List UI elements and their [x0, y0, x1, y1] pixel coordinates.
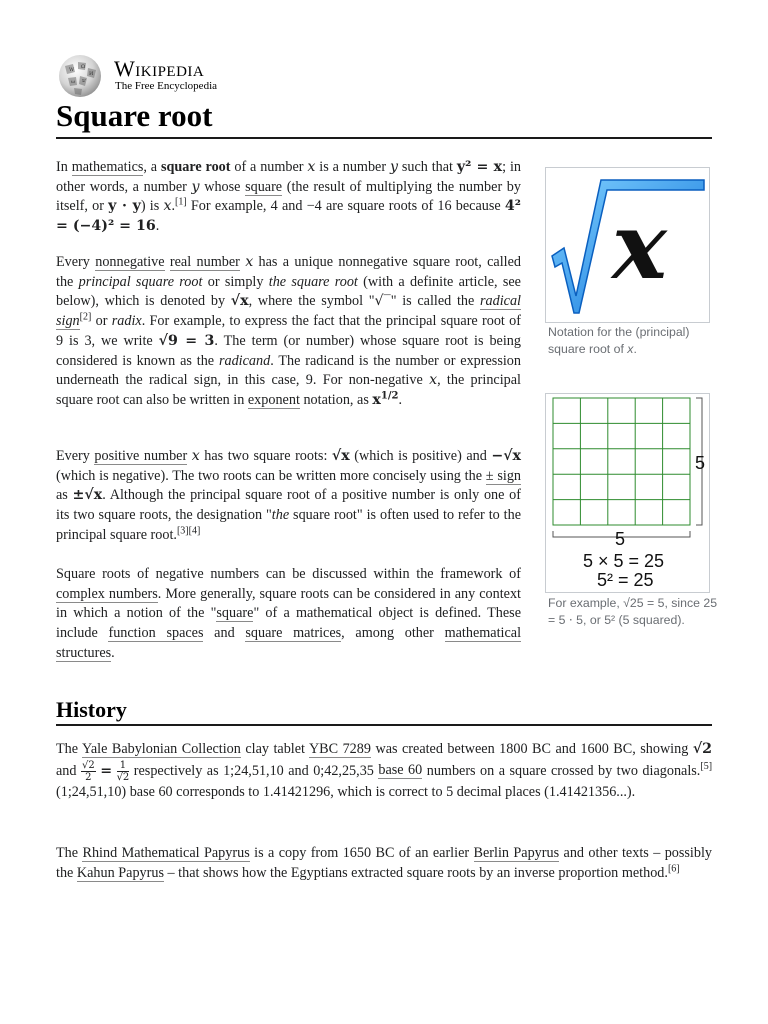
svg-text:ω: ω	[71, 79, 76, 85]
history-paragraph-2: The Rhind Mathematical Papyrus is a copy from 1650 BC of an earlier Berlin Papyrus and other texts – possibly the Kahun Papyrus – that shows how the Egyptians extracted square roots by an inverse proportion method.[6]	[56, 845, 713, 881]
equation-sqrt-x: √x	[230, 293, 249, 310]
link-positive-number[interactable]: positive number	[94, 448, 188, 464]
radical-symbol: √‾	[374, 293, 391, 310]
fraction-sqrt2-over-2: $\frac{√2}{2}$	[81, 759, 95, 783]
svg-text:ש: ש	[82, 78, 86, 84]
link-square[interactable]: square	[245, 178, 283, 195]
site-tagline: The Free Encyclopedia	[115, 80, 218, 92]
equation-y-squared: y² = x	[456, 159, 503, 175]
reference-4[interactable]: [4]	[188, 525, 201, 537]
reference-2[interactable]: [2]	[79, 311, 92, 323]
reference-3[interactable]: [3]	[176, 525, 189, 537]
intro-paragraph-4: Square roots of negative numbers can be discussed within the framework of complex numbers. More generally, square roots can be considered in any context in which a notion of the "square" of a mathematical object is defined. These include function spaces and square matrices, among other mathematical structures.	[56, 566, 522, 661]
figure-2-caption: For example, √25 = 5, since 25 = 5 ⋅ 5, or 5² (5 squared).	[548, 596, 718, 627]
svg-text:И: И	[89, 71, 94, 77]
history-paragraph-1: The Yale Babylonian Collection clay tablet YBC 7289 was created between 1800 BC and 1600 BC, showing √2 and $\frac{√2}{2}$ = $\frac{1}{√2}$ respectively as 1;24,51,10 and 0;42,25,35 base 60 numbers on a square crossed by two diagonals.[5] (1;24,51,10) base 60 corresponds to 1.41421296, which is correct to 5 decimal places (1.41421356...).	[56, 741, 713, 800]
bold-square-root: square root	[160, 159, 231, 175]
grid-5x5-diagram	[546, 394, 709, 592]
svg-text:Ω: Ω	[81, 64, 86, 70]
reference-5[interactable]: [5]	[700, 760, 713, 772]
section-heading-history: History	[56, 697, 712, 726]
link-berlin-papyrus[interactable]: Berlin Papyrus	[473, 845, 560, 861]
site-header	[56, 54, 716, 98]
figure-1-caption: Notation for the (principal) square root of x.	[548, 325, 690, 356]
link-complex-numbers[interactable]: complex numbers	[56, 585, 158, 602]
link-function-spaces[interactable]: function spaces	[108, 625, 204, 642]
side-label: 5	[695, 453, 706, 473]
link-exponent[interactable]: exponent	[247, 391, 300, 408]
svg-text:W: W	[69, 67, 75, 73]
link-mathematical-structures[interactable]: mathematical structures	[56, 625, 522, 661]
reference-1[interactable]: [1]	[175, 196, 187, 208]
link-square-matrices[interactable]: square matrices	[245, 625, 342, 642]
bottom-label: 5	[615, 529, 626, 549]
link-plus-minus-sign[interactable]: ± sign	[485, 467, 522, 484]
link-rhind-mathematical-papyrus[interactable]: Rhind Mathematical Papyrus	[82, 845, 250, 861]
link-base-60[interactable]: base 60	[378, 762, 423, 779]
radical-x-image	[546, 168, 709, 322]
equation-line-2: 5² = 25	[597, 570, 654, 590]
svg-text:x: x	[612, 192, 667, 300]
page-title: Square root	[56, 96, 712, 139]
link-ybc-7289[interactable]: YBC 7289	[308, 741, 371, 757]
wikipedia-globe-logo[interactable]	[56, 54, 104, 98]
link-real-number[interactable]: real number	[169, 254, 240, 270]
figure-radical-notation[interactable]	[545, 167, 710, 323]
link-nonnegative[interactable]: nonnegative	[95, 254, 165, 270]
link-kahun-papyrus[interactable]: Kahun Papyrus	[76, 864, 164, 881]
intro-paragraph-2: Every nonnegative real number x has a unique nonnegative square root, called the principal square root or simply the square root (with a definite article, see below), which is denoted by √x, where the symbol "√‾" is called the radical sign[2] or radix. For example, to express the fact that the principal square root of 9 is 3, we write √9 = 3. The term (or number) whose square root is being considered is known as the radicand. The radicand is the number or expression underneath the radical sign, in this case, 9. For non-negative x, the principal square root can also be written in exponent notation, as $x^{1/2}$.	[56, 254, 521, 408]
link-square-2[interactable]: square	[216, 605, 254, 622]
wikipedia-wordmark[interactable]: Wikipedia	[114, 56, 205, 81]
intro-paragraph-3: Every positive number x has two square roots: √x (which is positive) and −√x (which is negative). The two roots can be written more concisely using the ± sign as ±√x. Although the principal square root of a positive number is only one of its two square roots, the designation "the square root" is often used to refer to the principal square root.[3][4]	[56, 448, 522, 543]
link-radical-sign[interactable]: radical sign	[56, 293, 521, 330]
fraction-1-over-sqrt2: $\frac{1}{√2}$	[116, 759, 130, 783]
figure-five-squared[interactable]	[545, 393, 710, 593]
intro-paragraph-1: In mathematics, a square root of a number x is a number y such that y² = x; in other words, a number y whose square (the result of multiplying the number by itself, or y · y) is x.[1] For example, 4 and −4 are square roots of 16 because 4² = (−4)² = 16.	[56, 159, 522, 235]
reference-6[interactable]: [6]	[667, 862, 680, 874]
equation-line-1: 5 × 5 = 25	[583, 551, 665, 571]
link-yale-babylonian-collection[interactable]: Yale Babylonian Collection	[82, 741, 241, 757]
link-mathematics[interactable]: mathematics	[71, 159, 144, 175]
